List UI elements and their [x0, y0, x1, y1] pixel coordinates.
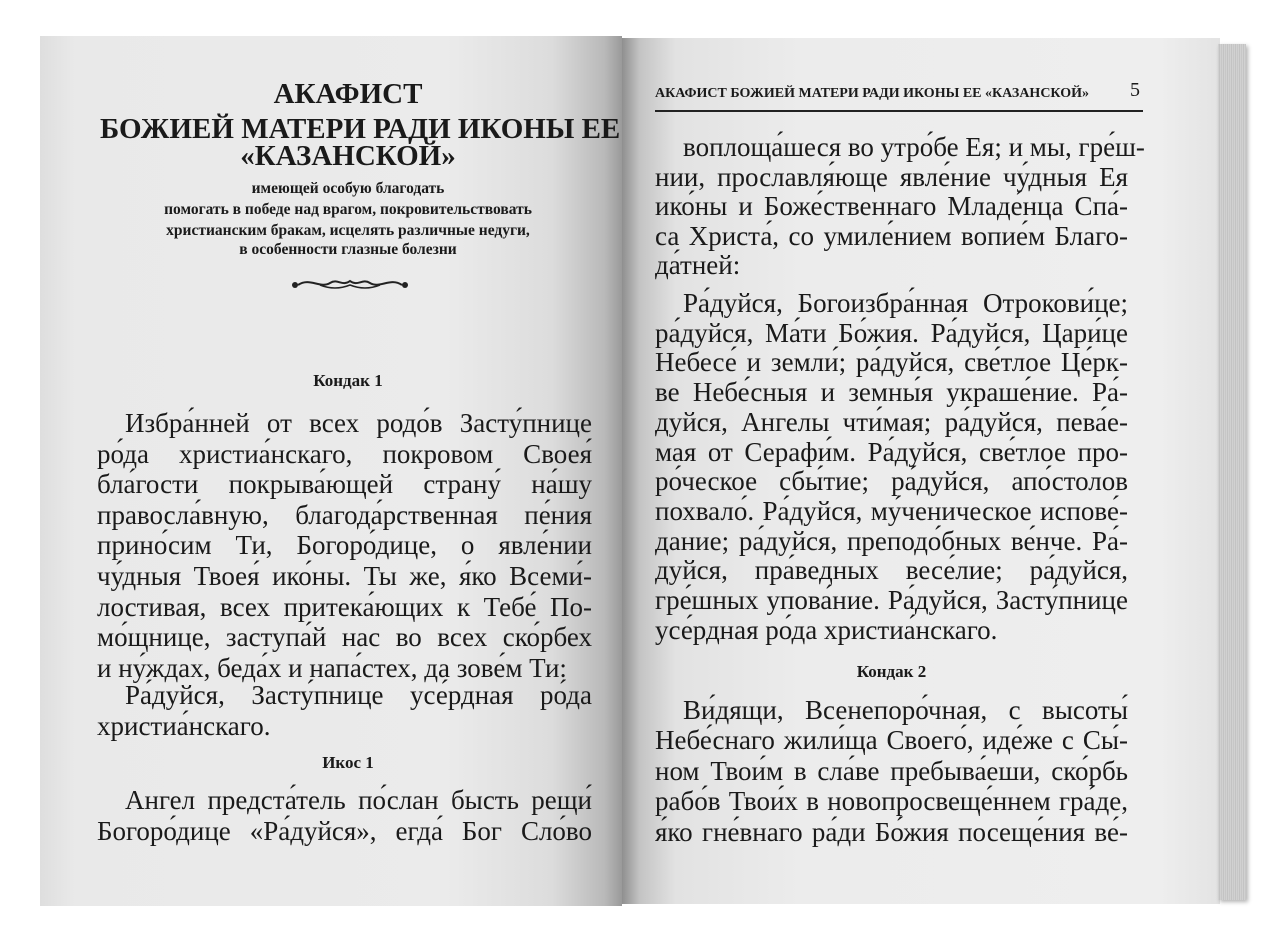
title-line: АКАФИСТ: [273, 78, 423, 110]
subtitle-line: помогать в победе над врагом, покровительствовать: [164, 201, 532, 218]
subtitle-line: христианским бракам, исцелять различные недуги,: [166, 222, 530, 239]
text-line: ико́ны и Боже́ственнаго Младе́нца Спа́-: [655, 191, 1128, 222]
text-line: правосла́вную, благода́рственная пе́ния: [97, 499, 592, 530]
text-line: воплоща́шеся во утро́бе Ея; и мы, гре́ш-: [683, 132, 1145, 162]
text-line: дуйся, Ангелы чти́мая; ра́дуйся, пева́е-: [655, 406, 1128, 437]
text-line: ро́да христиа́нскаго, покровом Своея́: [97, 438, 592, 469]
text-line: Небе́снаго жили́ща Своего́, иде́же с Сы́-: [655, 725, 1128, 756]
text-line: ном Твои́м в сла́ве пребыва́еши, ско́рбь: [655, 755, 1128, 786]
title-line: «КАЗАНСКОЙ»: [240, 140, 456, 172]
text-line: Избра́нней от всех родо́в Засту́пнице: [125, 408, 592, 438]
text-line: рабо́в Твои́х в новопросвеще́ннем гра́де,: [655, 786, 1128, 817]
text-line: Небесе́ и земли́; ра́дуйся, све́тлое Це́рк-: [655, 347, 1128, 378]
subtitle-line: в особенности глазные болезни: [239, 241, 457, 258]
page-number: 5: [1130, 79, 1140, 101]
text-line: чу́дныя Твоея́ ико́ны. Ты же, я́ко Всеми́-: [97, 561, 592, 591]
section-heading-ikos-1: Икос 1: [322, 753, 374, 772]
text-line: Ви́дящи, Всенепоро́чная, с высоты́: [683, 695, 1128, 725]
text-line: мо́щнице, заступа́й нас во всех ско́рбех: [97, 622, 592, 653]
page-edges: [1218, 44, 1246, 900]
text-line: бла́гости покрыва́ющей страну́ на́шу: [97, 469, 592, 500]
text-line: Ангел предста́тель по́слан бысть рещи́: [125, 785, 592, 815]
text-line: усе́рдная ро́да христиа́нскаго.: [655, 614, 998, 645]
text-line: ро́ческое сбы́тие; ра́дуйся, апо́столов: [655, 466, 1128, 497]
header-rule: [655, 110, 1143, 112]
text-line: гре́шных упова́ние. Ра́дуйся, Засту́пнице: [655, 585, 1128, 615]
text-line: Ра́дуйся, Засту́пнице усе́рдная ро́да: [125, 680, 592, 710]
section-heading-kondak-1: Кондак 1: [313, 371, 383, 390]
text-line: дуйся, пра́ведных весе́лие; ра́дуйся,: [655, 555, 1128, 586]
text-line: дание; ра́дуйся, преподо́бных ве́нче. Ра́-: [655, 525, 1128, 556]
text-line: са Христа́, со умиле́нием вопие́м Благо-: [655, 220, 1128, 251]
text-line: лостивая, всех притека́ющих к Тебе́ По-: [97, 591, 592, 622]
decorative-flourish-icon: [290, 273, 410, 293]
text-line: похвало́. Ра́дуйся, му́ченическое испове́-: [655, 495, 1128, 526]
text-line: нии, прославля́юще явле́ние чу́дныя Ея: [655, 161, 1128, 192]
subtitle-line: имеющей особую благодать: [251, 180, 445, 197]
text-line: прино́сим Ти, Богоро́дице, о явле́нии: [97, 530, 592, 561]
section-heading-kondak-2: Кондак 2: [856, 662, 927, 681]
title-line: БОЖИЕЙ МАТЕРИ РАДИ ИКОНЫ ЕЕ: [100, 113, 621, 145]
text-line: христиа́нскаго.: [97, 710, 271, 741]
text-line: мая от Серафи́м. Ра́дуйся, све́тлое про-: [655, 436, 1128, 467]
text-line: я́ко гне́внаго ра́ди Бо́жия посеще́ния ве́-: [655, 816, 1128, 847]
running-header: АКАФИСТ БОЖИЕЙ МАТЕРИ РАДИ ИКОНЫ ЕЕ «КАЗАНСКОЙ»: [655, 86, 1090, 101]
text-line: и ну́ждах, беда́х и напа́стех, да зове́м Ти:: [97, 652, 567, 683]
text-line: ра́дуйся, Ма́ти Бо́жия. Ра́дуйся, Цари́це: [655, 317, 1128, 348]
text-line: да́тней:: [655, 250, 741, 281]
text-line: Ра́дуйся, Богоизбра́нная Отрокови́це;: [683, 288, 1128, 318]
text-line: ве Небе́сныя и земны́я украше́ние. Ра́-: [655, 377, 1128, 408]
text-line: Богоро́дице «Ра́дуйся», егда́ Бог Сло́во: [97, 815, 592, 846]
